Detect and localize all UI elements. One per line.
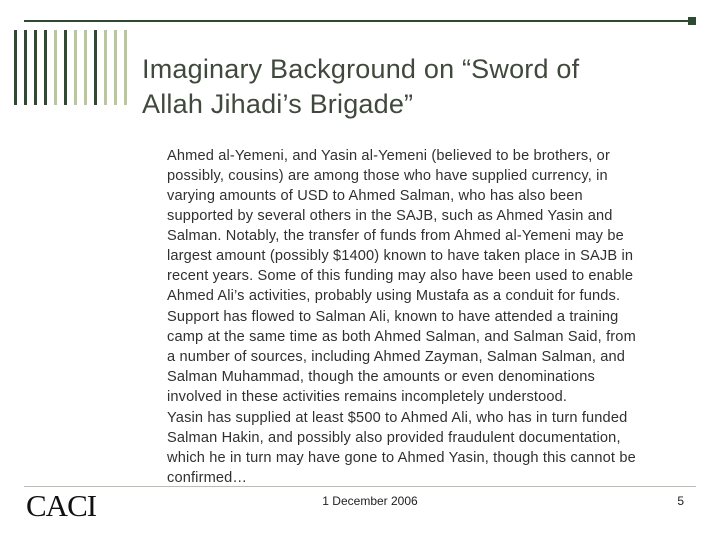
body-line: which he in turn may have gone to Ahmed Yasin, though this cannot be <box>167 450 636 466</box>
slide-title <box>142 52 702 122</box>
body-line: Ahmed al-Yemeni, and Yasin al-Yemeni (believed to be brothers, or <box>167 148 610 164</box>
logo-text: CACI <box>26 488 97 522</box>
stripe <box>34 30 37 105</box>
footer-rule <box>24 486 696 487</box>
body-line: Salman. Notably, the transfer of funds from Ahmed al-Yemeni may be <box>167 228 624 244</box>
body-line: Support has flowed to Salman Ali, known to have attended a training <box>167 309 619 325</box>
stripe <box>114 30 117 105</box>
stripe <box>124 30 127 105</box>
stripe <box>24 30 27 105</box>
body-paragraph <box>167 408 692 488</box>
stripe <box>64 30 67 105</box>
stripe <box>104 30 107 105</box>
stripe <box>44 30 47 105</box>
top-rule <box>24 20 696 22</box>
stripe <box>54 30 57 105</box>
body-line: Salman Muhammad, though the amounts or even denominations <box>167 369 595 385</box>
page-number: 5 <box>677 494 684 508</box>
body-line: recent years. Some of this funding may also have been used to enable <box>167 268 634 284</box>
stripe <box>74 30 77 105</box>
body-paragraph <box>167 307 692 407</box>
body-line: confirmed… <box>167 470 248 486</box>
title-line: Imaginary Background on “Sword of <box>142 54 580 84</box>
body-line: largest amount (possibly $1400) known to have taken place in SAJB in <box>167 248 634 264</box>
stripe <box>84 30 87 105</box>
stripe <box>14 30 17 105</box>
body-line: Ahmed Ali’s activities, probably using Mustafa as a conduit for funds. <box>167 288 621 304</box>
body-line: camp at the same time as both Ahmed Salman, and Salman Said, from <box>167 329 636 345</box>
top-rule-end-square <box>688 17 696 25</box>
body-line: Salman Hakin, and possibly also provided fraudulent documentation, <box>167 430 621 446</box>
body-line: varying amounts of USD to Ahmed Salman, who has also been <box>167 188 583 204</box>
caci-logo <box>26 488 100 522</box>
body-line: supported by several others in the SAJB, such as Ahmed Yasin and <box>167 208 613 224</box>
slide-body <box>167 146 692 488</box>
body-line: a number of sources, including Ahmed Zayman, Salman Salman, and <box>167 349 626 365</box>
body-line: possibly, cousins) are among those who have supplied currency, in <box>167 168 608 184</box>
stripe <box>94 30 97 105</box>
body-line: involved in these activities remains incompletely understood. <box>167 389 568 405</box>
title-line: Allah Jihadi’s Brigade” <box>142 89 414 119</box>
footer-date: 1 December 2006 <box>322 494 418 508</box>
stripes-decoration <box>14 30 134 105</box>
body-line: Yasin has supplied at least $500 to Ahmed Ali, who has in turn funded <box>167 410 628 426</box>
body-paragraph <box>167 146 692 306</box>
